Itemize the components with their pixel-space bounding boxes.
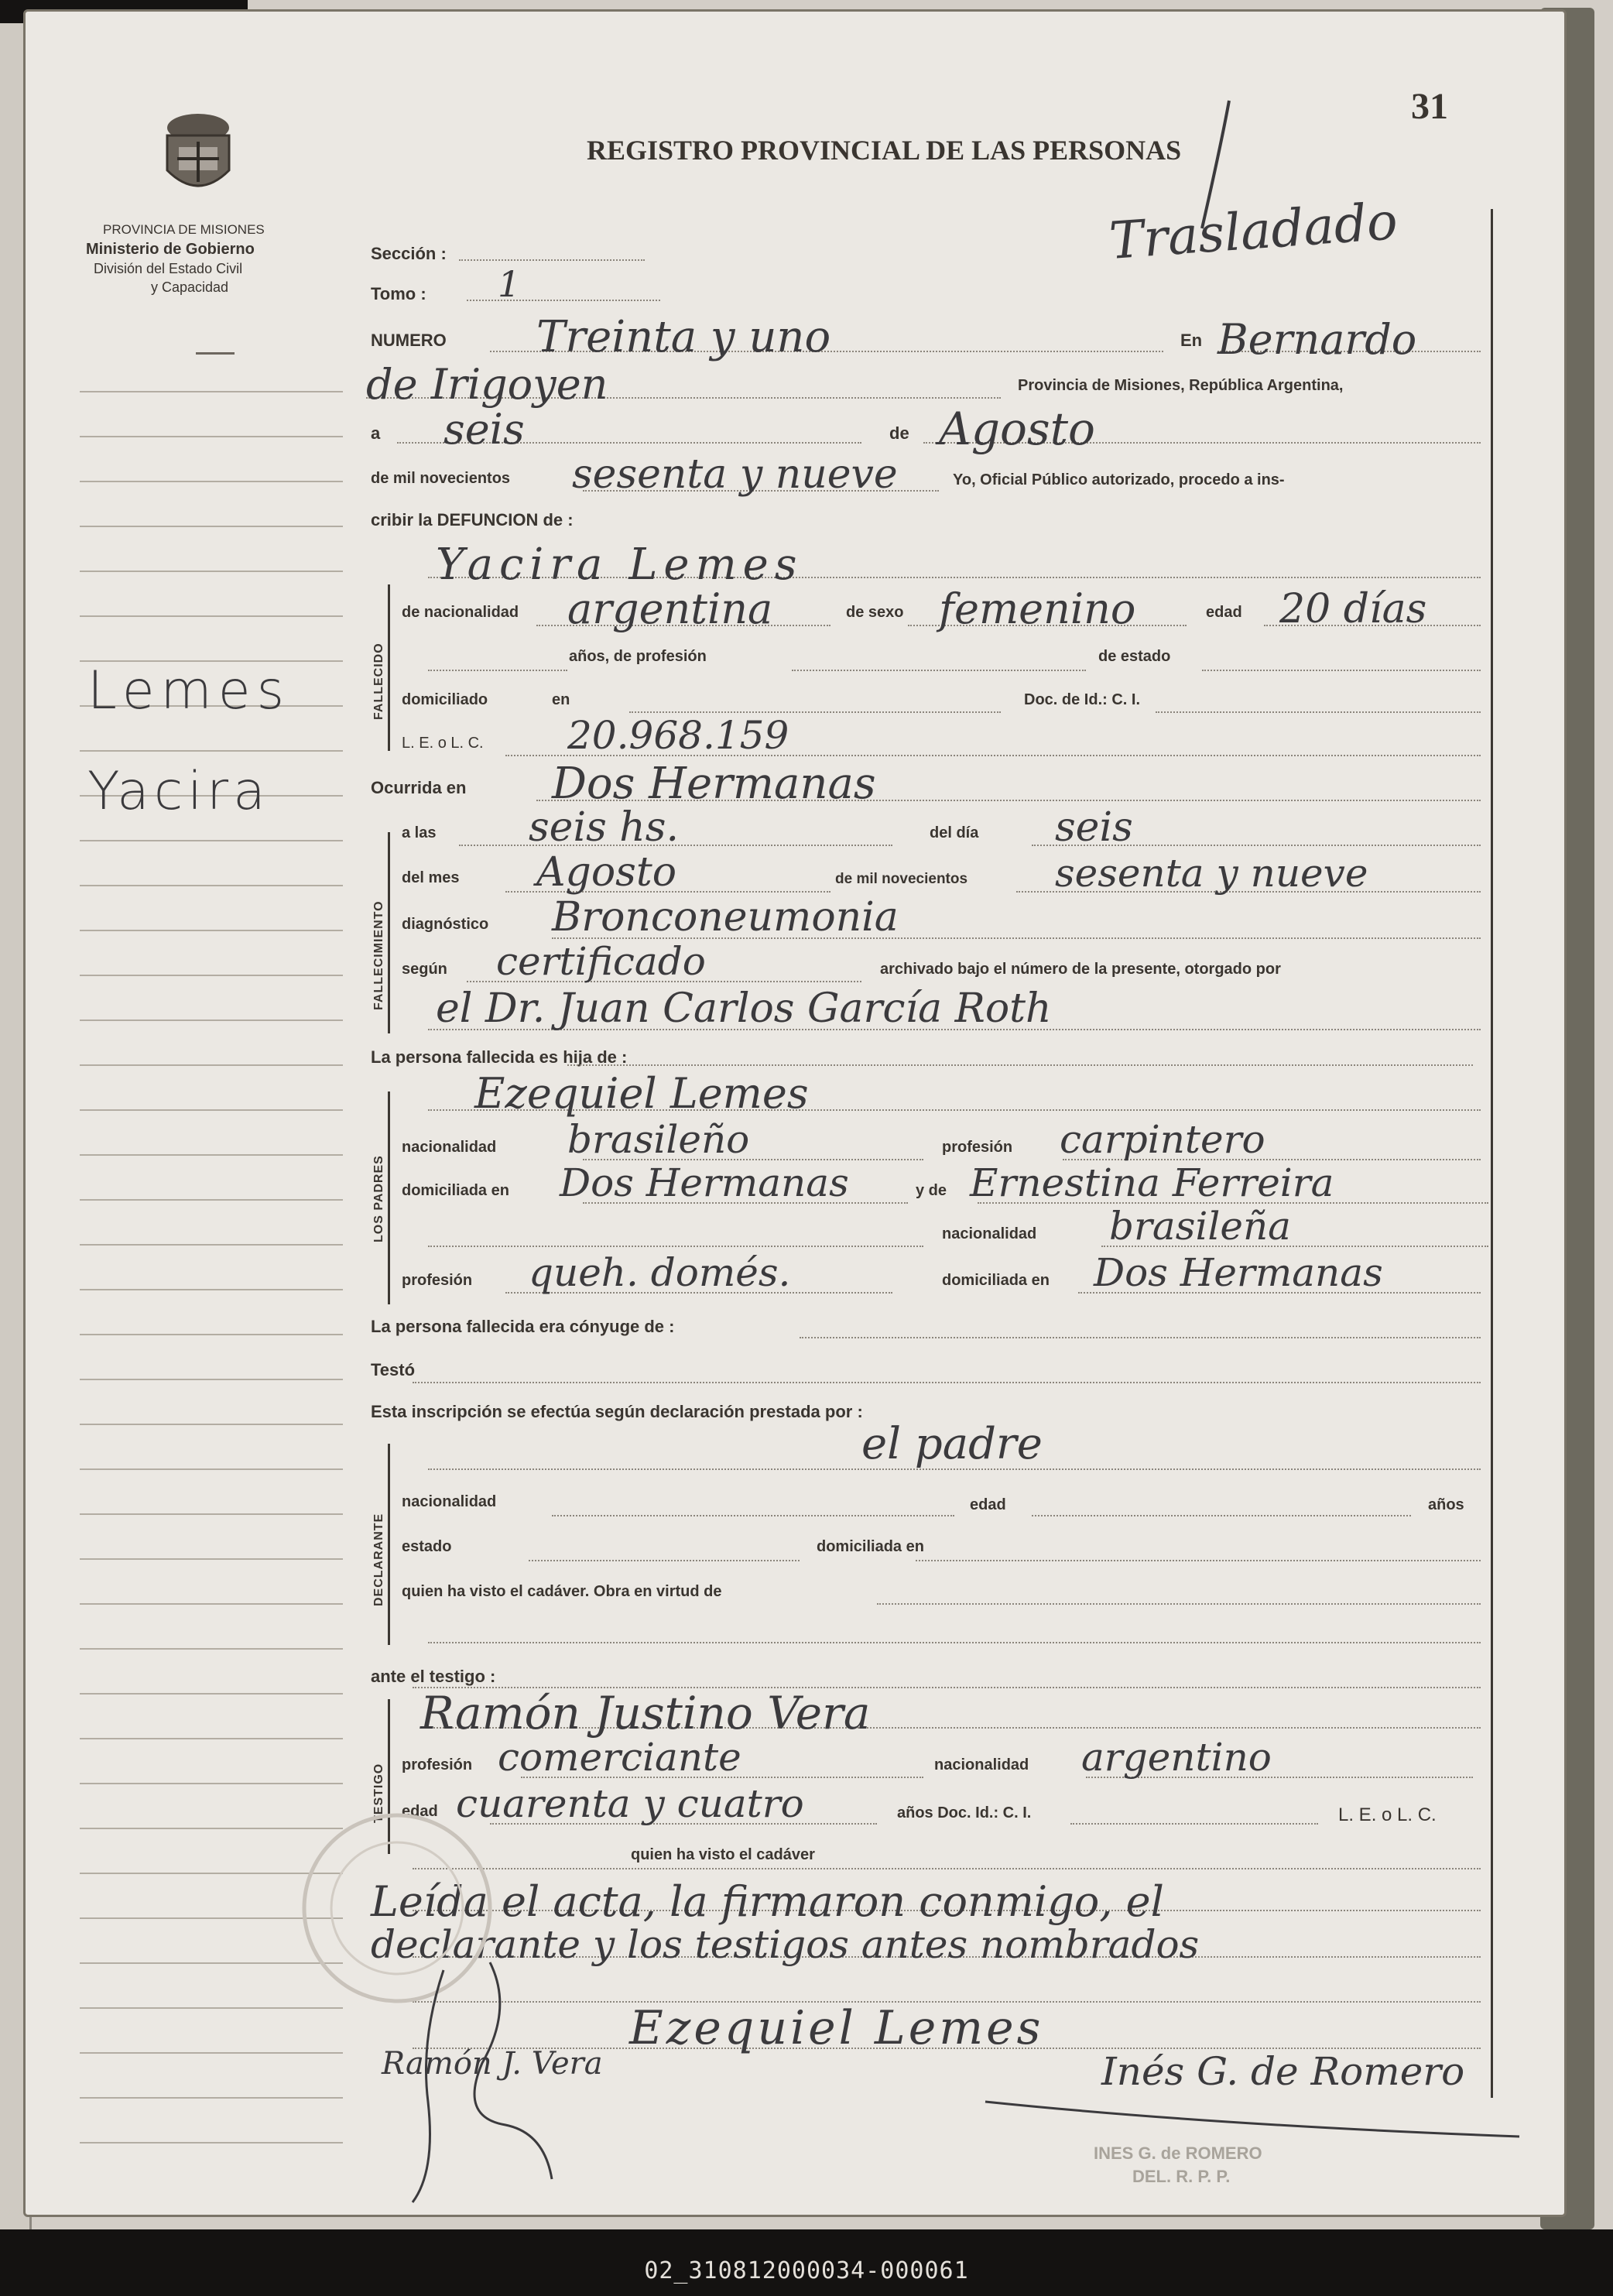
segun-label: según (402, 961, 447, 978)
le-lc-value: 20.968.159 (567, 713, 789, 758)
domiciliado-label: domiciliado (402, 691, 488, 708)
del-dia-label: del día (930, 824, 979, 841)
le-lc-label: L. E. o L. C. (402, 735, 484, 752)
agency-line-3: División del Estado Civil (94, 261, 243, 276)
fill-line (1070, 1823, 1318, 1825)
anio-value: sesenta y nueve (572, 451, 898, 498)
signature-left: Ramón J. Vera (382, 2046, 603, 2082)
madre-nacionalidad-label: nacionalidad (942, 1225, 1037, 1242)
margin-given-name: Yacira (87, 761, 270, 822)
madre-value: Ernestina Ferreira (970, 1160, 1334, 1205)
y-de-label: y de (916, 1182, 947, 1199)
nombre-value: Yacira Lemes (436, 540, 803, 590)
margin-ruled-line (80, 1468, 343, 1470)
closing-line-1: Leída el acta, la firmaron conmigo, el (371, 1877, 1164, 1926)
declarante-nacionalidad-label: nacionalidad (402, 1493, 497, 1510)
page-number: 31 (1411, 86, 1448, 127)
label-declarante: DECLARANTE (372, 1513, 385, 1606)
fill-line (428, 670, 567, 671)
edad-label: edad (1206, 604, 1242, 621)
signature-right: Inés G. de Romero (1101, 2049, 1465, 2094)
margin-ruled-line (80, 1693, 343, 1695)
testigo-le-lc-label: L. E. o L. C. (1338, 1804, 1437, 1825)
de-label: de (889, 423, 909, 443)
margin-ruled-line (80, 1199, 343, 1201)
numero-value: Treinta y uno (536, 312, 831, 362)
sexo-label: de sexo (846, 604, 904, 621)
declarante-value: el padre (861, 1419, 1043, 1469)
declarante-estado-label: estado (402, 1538, 452, 1555)
official-stamp-name: INES G. de ROMERO (1094, 2144, 1262, 2163)
fallecimiento-bar (388, 832, 390, 1033)
margin-ruled-line (80, 2097, 343, 2099)
hija-label: La persona fallecida es hija de : (371, 1047, 628, 1067)
en-small-label: en (552, 691, 570, 708)
anio-fallec-value: sesenta y nueve (1055, 851, 1368, 896)
a-las-label: a las (402, 824, 437, 841)
fill-line (916, 1560, 1481, 1561)
declarante-bar (388, 1444, 390, 1645)
margin-ruled-line (80, 391, 343, 392)
mes-value: Agosto (939, 403, 1095, 455)
fill-line (800, 1337, 1481, 1338)
doc-label: Doc. de Id.: C. I. (1024, 691, 1141, 708)
fallecido-bar (388, 584, 390, 751)
fill-line (792, 670, 1086, 671)
margin-ruled-line (80, 1109, 343, 1111)
signature-right-underline (978, 2086, 1535, 2148)
closing-line-2: declarante y los testigos antes nombrados (371, 1922, 1200, 1967)
fill-line (413, 1382, 1481, 1383)
padre-profesion-value: carpintero (1060, 1117, 1265, 1162)
testigo-nacionalidad-label: nacionalidad (934, 1756, 1029, 1773)
margin-ruled-line (80, 2142, 343, 2144)
margin-ruled-line (80, 1558, 343, 1560)
ocurrida-label: Ocurrida en (371, 778, 467, 797)
fill-line (428, 1642, 1481, 1643)
declarante-anos-label: años (1428, 1496, 1464, 1513)
en-label: En (1180, 331, 1203, 350)
fill-line (877, 1603, 1481, 1605)
fill-line (567, 1064, 1473, 1066)
margin-ruled-line (80, 1019, 343, 1021)
madre-profesion-label: profesión (402, 1272, 473, 1289)
margin-ruled-line (80, 1289, 343, 1290)
margin-ruled-line (80, 885, 343, 886)
cadaver-label: quien ha visto el cadáver. Obra en virtud de (402, 1583, 722, 1600)
margin-ruled-line (80, 1379, 343, 1380)
a-label: a (371, 423, 381, 443)
fill-line (1032, 1515, 1411, 1516)
testigo-cadaver-label: quien ha visto el cadáver (631, 1846, 815, 1863)
image-caption: 02_310812000034-000061 (644, 2257, 969, 2284)
dia-value: seis (443, 405, 525, 454)
testigo-profesion-value: comerciante (498, 1735, 741, 1780)
mes-fallec-value: Agosto (536, 849, 677, 896)
anos-profesion-label: años, de profesión (569, 648, 707, 665)
fill-line (1156, 711, 1481, 713)
margin-ruled-line (80, 975, 343, 976)
margin-ruled-line (80, 1424, 343, 1425)
de-mil-label: de mil novecientos (371, 470, 511, 487)
padre-domicilio-value: Dos Hermanas (560, 1160, 849, 1205)
fill-line (467, 300, 660, 301)
fill-line (428, 1246, 923, 1247)
register-page (23, 9, 1567, 2217)
margin-ruled-line (80, 1334, 343, 1335)
archivado-label: archivado bajo el número de la presente, otorgado por (880, 961, 1281, 978)
transfer-annotation: Trasladado (1107, 191, 1400, 271)
margin-ruled-line (80, 571, 343, 572)
signature-middle: Ezequiel Lemes (629, 2001, 1044, 2055)
testo-label: Testó (371, 1360, 416, 1379)
declarante-edad-label: edad (970, 1496, 1006, 1513)
margin-ruled-line (80, 526, 343, 527)
madre-nacionalidad-value: brasileña (1109, 1204, 1291, 1249)
margin-ruled-line (80, 930, 343, 931)
label-padres: LOS PADRES (372, 1155, 385, 1242)
ocurrida-value: Dos Hermanas (552, 759, 876, 809)
agency-divider (196, 352, 235, 355)
hora-value: seis hs. (529, 804, 680, 851)
agency-line-2: Ministerio de Gobierno (86, 241, 255, 258)
agency-line-4: y Capacidad (151, 279, 229, 295)
padre-nacionalidad-label: nacionalidad (402, 1139, 497, 1156)
numero-label: NUMERO (371, 331, 447, 350)
lugar-value-1: Bernardo (1217, 315, 1417, 364)
del-mes-label: del mes (402, 869, 460, 886)
margin-ruled-line (80, 1603, 343, 1605)
nacionalidad-value: argentina (567, 584, 773, 633)
testigo-edad-value: cuarenta y cuatro (456, 1781, 804, 1826)
label-testigo: TESTIGO (372, 1763, 385, 1823)
padre-domiciliada-label: domiciliada en (402, 1182, 509, 1199)
segun-value: certificado (496, 939, 706, 984)
otorgado-value: el Dr. Juan Carlos García Roth (436, 985, 1052, 1032)
provincial-crest-icon (156, 105, 241, 205)
inscripcion-label: Esta inscripción se efectúa según declaración prestada por : (371, 1402, 863, 1421)
label-fallecimiento: FALLECIMIENTO (372, 900, 385, 1010)
fill-line (413, 1868, 1481, 1869)
fill-line (1202, 670, 1481, 671)
diagnostico-value: Bronconeumonia (552, 894, 899, 941)
margin-surname: Lemes (87, 660, 291, 721)
tomo-value: 1 (498, 263, 521, 305)
margin-ruled-line (80, 436, 343, 437)
declarante-domiciliada-label: domiciliada en (817, 1538, 924, 1555)
signature-left-strokes (397, 1947, 598, 2210)
oficial-label: Yo, Oficial Público autorizado, procedo a ins- (953, 471, 1285, 488)
margin-ruled-line (80, 1783, 343, 1784)
de-estado-label: de estado (1098, 648, 1171, 665)
testigo-label: ante el testigo : (371, 1667, 496, 1686)
margin-ruled-line (80, 2052, 343, 2054)
sexo-value: femenino (939, 584, 1136, 633)
page-title: REGISTRO PROVINCIAL DE LAS PERSONAS (587, 135, 1182, 166)
margin-ruled-line (80, 750, 343, 752)
official-stamp-title: DEL. R. P. P. (1132, 2167, 1231, 2186)
form-right-border (1491, 209, 1493, 2098)
fill-line (529, 1560, 800, 1561)
padres-bar (388, 1091, 390, 1304)
annotation-stroke (1187, 97, 1248, 236)
padre-profesion-label: profesión (942, 1139, 1013, 1156)
provincia-label: Provincia de Misiones, República Argentina, (1018, 377, 1344, 394)
margin-ruled-line (80, 840, 343, 841)
fill-line (552, 1515, 954, 1516)
de-mil-label-2: de mil novecientos (835, 871, 968, 887)
fill-line (459, 259, 645, 261)
padre-nacionalidad-value: brasileño (567, 1117, 750, 1162)
madre-profesion-value: queh. domés. (529, 1250, 791, 1295)
testigo-value: Ramón Justino Vera (420, 1687, 871, 1739)
madre-domicilio-value: Dos Hermanas (1094, 1250, 1383, 1295)
margin-ruled-line (80, 481, 343, 482)
label-fallecido: FALLECIDO (372, 643, 385, 720)
agency-line-1: PROVINCIA DE MISIONES (103, 222, 265, 237)
margin-ruled-line (80, 615, 343, 617)
madre-domiciliada-label: domiciliada en (942, 1272, 1050, 1289)
edad-value: 20 días (1279, 586, 1427, 632)
margin-ruled-line (80, 1648, 343, 1650)
diagnostico-label: diagnóstico (402, 916, 489, 933)
lugar-value-2: de Irigoyen (366, 360, 608, 409)
margin-ruled-line (80, 1738, 343, 1739)
tomo-label: Tomo : (371, 284, 426, 303)
testigo-edad-label: edad (402, 1803, 438, 1820)
margin-ruled-line (80, 1064, 343, 1066)
testigo-anos-doc-label: años Doc. Id.: C. I. (897, 1804, 1032, 1821)
margin-ruled-line (80, 1154, 343, 1156)
conyuge-label: La persona fallecida era cónyuge de : (371, 1317, 675, 1336)
testigo-profesion-label: profesión (402, 1756, 473, 1773)
seccion-label: Sección : (371, 244, 447, 263)
testigo-nacionalidad-value: argentino (1081, 1735, 1272, 1780)
margin-ruled-line (80, 1244, 343, 1246)
padre-value: Ezequiel Lemes (474, 1069, 809, 1118)
dia-fallec-value: seis (1055, 804, 1133, 851)
inscribir-label: cribir la DEFUNCION de : (371, 510, 574, 529)
nacionalidad-label: de nacionalidad (402, 604, 519, 621)
margin-ruled-line (80, 1513, 343, 1515)
